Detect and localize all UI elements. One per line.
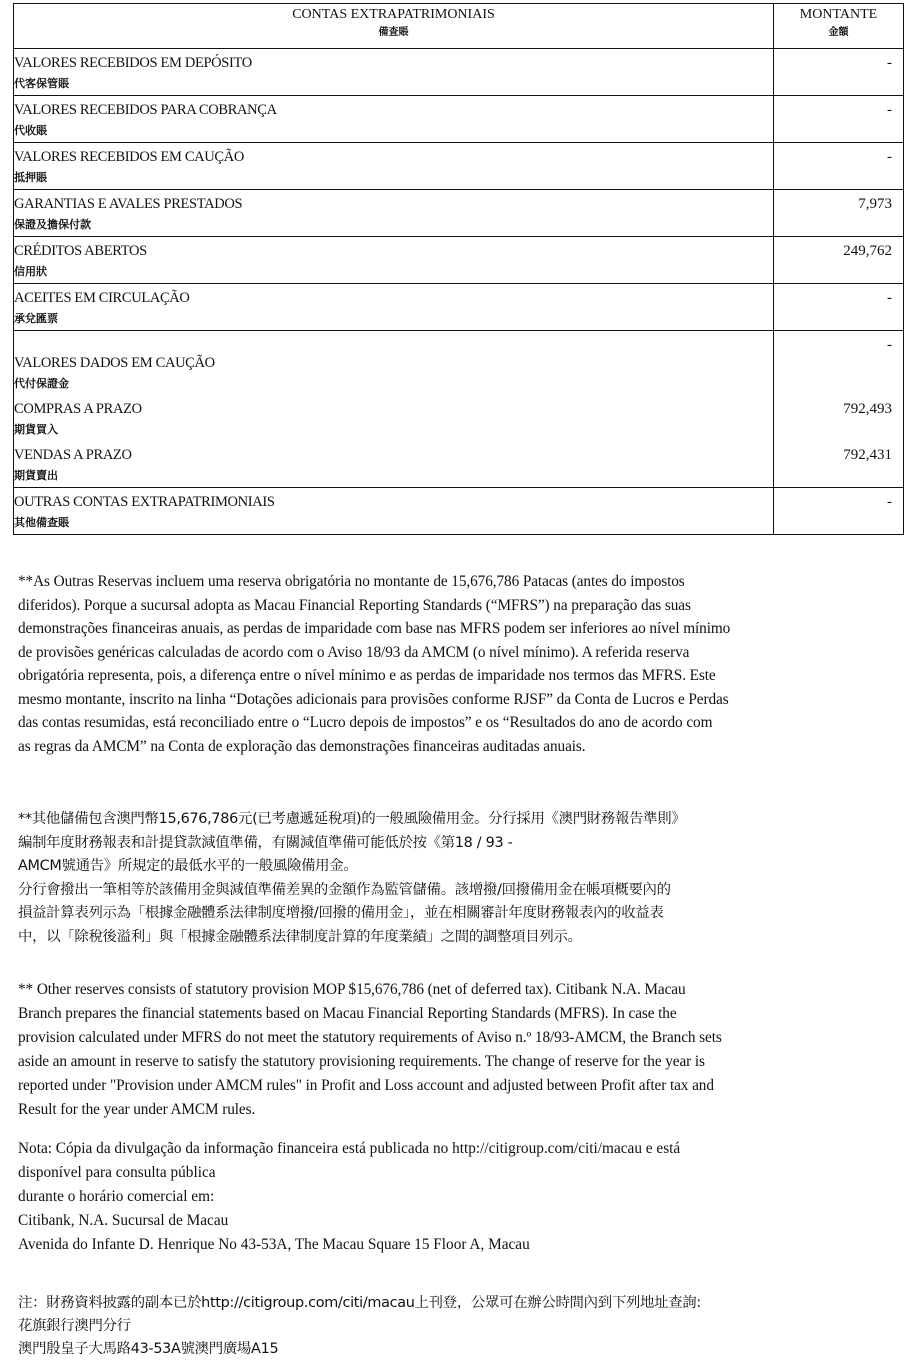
table-row bbox=[14, 488, 904, 535]
note-line: diferidos). Porque a sucursal adopta as Macau Financial Reporting Standards (“MFRS”) na preparação das suas bbox=[18, 596, 691, 614]
row-label-pt: GARANTIAS E AVALES PRESTADOS bbox=[14, 196, 243, 212]
note-english bbox=[18, 978, 903, 1122]
note-line: provision calculated under MFRS do not meet the statutory requirements of Aviso n.º 18/93-AMCM, the Branch sets bbox=[18, 1029, 722, 1046]
row-label-zh: 代付保證金 bbox=[14, 377, 69, 390]
note-line: obrigatória representa, pois, a diferença entre o nível mínimo e as perdas de imparidade nos termos das MFRS. Este bbox=[18, 667, 716, 684]
row-label-pt: COMPRAS A PRAZO bbox=[14, 401, 142, 417]
contact-line: Avenida do Infante D. Henrique No 43-53A, The Macau Square 15 Floor A, Macau bbox=[18, 1236, 530, 1253]
row-value: - bbox=[887, 102, 892, 118]
row-label-pt: CRÉDITOS ABERTOS bbox=[14, 243, 147, 259]
note-line: reported under "Provision under AMCM rules" in Profit and Loss account and adjusted between Profit after tax and bbox=[18, 1077, 714, 1094]
row-label-pt: VALORES RECEBIDOS PARA COBRANÇA bbox=[14, 102, 277, 118]
row-label-pt: ACEITES EM CIRCULAÇÃO bbox=[14, 290, 190, 306]
contact-line: durante o horário comercial em: bbox=[18, 1188, 215, 1205]
table-row bbox=[14, 331, 904, 396]
row-label-zh: 代收賬 bbox=[14, 124, 47, 137]
table-row bbox=[14, 143, 904, 190]
note-line: **As Outras Reservas incluem uma reserva obrigatória no montante de 15,676,786 Patacas (antes do impostos bbox=[18, 573, 685, 590]
contact-line: disponível para consulta pública bbox=[18, 1164, 216, 1181]
note-line: AMCM號通告》所規定的最低水平的一般風險備用金。 bbox=[18, 858, 358, 874]
row-label-pt: VALORES DADOS EM CAUÇÃO bbox=[14, 355, 215, 371]
header-description-cell bbox=[14, 4, 774, 49]
row-label-zh: 期貨買入 bbox=[14, 423, 58, 436]
note-line: 中，以「除稅後溢利」與「根據金融體系法律制度計算的年度業績」之間的調整項目列示。 bbox=[18, 928, 582, 945]
header-description-zh: 備查賬 bbox=[378, 27, 409, 38]
table-row bbox=[14, 395, 904, 441]
note-line: de provisões genéricas calculadas de acordo com o Aviso 18/93 da AMCM (o nível mínimo). A referida reserva bbox=[18, 643, 690, 661]
table-header-row bbox=[14, 4, 904, 49]
row-label-zh: 其他備查賬 bbox=[14, 516, 69, 529]
row-label-pt: VENDAS A PRAZO bbox=[14, 447, 132, 463]
row-label-zh: 承兌匯票 bbox=[14, 312, 58, 325]
table-row bbox=[14, 190, 904, 237]
note-line: Result for the year under AMCM rules. bbox=[18, 1101, 256, 1118]
row-value: 792,493 bbox=[843, 401, 892, 417]
header-amount-cell bbox=[774, 4, 904, 49]
note-line: 分行會撥出一筆相等於該備用金與減值準備差異的金額作為監管儲備。該增撥/回撥備用金在帳項概要內的 bbox=[18, 881, 671, 898]
row-value: - bbox=[887, 290, 892, 306]
table-row bbox=[14, 237, 904, 284]
note-line: demonstrações financeiras anuais, as perdas de imparidade com base nas MFRS podem ser inferiores ao nível mínimo bbox=[18, 620, 731, 637]
off-balance-sheet-table bbox=[13, 3, 904, 535]
header-description-pt: CONTAS EXTRAPATRIMONIAIS bbox=[292, 7, 495, 22]
contact-line: 注：財務資料披露的副本已於http://citigroup.com/citi/macau上刊登，公眾可在辦公時間內到下列地址查詢: bbox=[18, 1295, 701, 1311]
row-label-zh: 代客保管賬 bbox=[14, 77, 69, 90]
contact-line: Citibank, N.A. Sucursal de Macau bbox=[18, 1212, 229, 1229]
row-value: 792,431 bbox=[843, 447, 892, 463]
note-line: 編制年度財務報表和計提貸款減值準備，有關減值準備可能低於按《第18 / 93 - bbox=[18, 834, 513, 851]
note-portuguese bbox=[18, 570, 903, 758]
contact-line: Nota: Cópia da divulgação da informação financeira está publicada no http://citigroup.com/citi/macau e está bbox=[18, 1140, 681, 1157]
contact-line: 花旗銀行澳門分行 bbox=[18, 1318, 131, 1334]
row-label-pt: VALORES RECEBIDOS EM DEPÓSITO bbox=[14, 55, 252, 71]
note-line: mesmo montante, inscrito na linha “Dotações adicionais para provisões conforme RJSF” da Conta de Lucros e Perdas bbox=[18, 690, 729, 708]
note-line: aside an amount in reserve to satisfy the statutory provisioning requirements. The change of reserve for the year is bbox=[18, 1053, 705, 1070]
note-line: as regras da AMCM” na Conta de exploração das demonstrações financeiras auditadas anuais. bbox=[18, 737, 586, 755]
header-amount-pt: MONTANTE bbox=[799, 7, 878, 22]
note-line: **其他儲備包含澳門幣15,676,786元(已考慮遞延稅項)的一般風險備用金。分行採用《澳門財務報告準則》 bbox=[18, 811, 686, 827]
row-label-zh: 信用狀 bbox=[14, 265, 47, 278]
header-amount-zh: 金額 bbox=[828, 27, 849, 38]
row-value: - bbox=[887, 149, 892, 165]
note-line: 損益計算表列示為「根據金融體系法律制度增撥/回撥的備用金」，並在相關審計年度財務報表內的收益表 bbox=[18, 905, 664, 921]
row-label-zh: 期貨賣出 bbox=[14, 469, 58, 482]
contact-chinese bbox=[18, 1292, 903, 1361]
row-value: 249,762 bbox=[843, 243, 892, 259]
row-label-pt: OUTRAS CONTAS EXTRAPATRIMONIAIS bbox=[14, 494, 275, 510]
row-label-pt: VALORES RECEBIDOS EM CAUÇÃO bbox=[14, 149, 244, 165]
contact-line: 澳門殷皇子大馬路43-53A號澳門廣場A15 bbox=[18, 1341, 279, 1357]
contact-portuguese bbox=[18, 1137, 903, 1257]
table-row bbox=[14, 49, 904, 96]
table-row bbox=[14, 441, 904, 488]
note-chinese bbox=[18, 808, 903, 949]
row-value: 7,973 bbox=[858, 196, 892, 212]
note-line: ** Other reserves consists of statutory provision MOP $15,676,786 (net of deferred tax). Citibank N.A. Macau bbox=[18, 981, 686, 998]
row-value: - bbox=[887, 55, 892, 71]
row-value: - bbox=[887, 494, 892, 510]
row-value: - bbox=[887, 337, 892, 353]
note-line: das contas resumidas, está reconciliado entre o “Lucro depois de impostos” e os “Resultados do ano de acordo com bbox=[18, 714, 713, 731]
table-row bbox=[14, 284, 904, 331]
row-label-zh: 抵押賬 bbox=[14, 171, 47, 184]
note-line: Branch prepares the financial statements based on Macau Financial Reporting Standards (MFRS). In case the bbox=[18, 1005, 677, 1022]
row-label-zh: 保證及擔保付款 bbox=[14, 218, 91, 231]
table-row bbox=[14, 96, 904, 143]
